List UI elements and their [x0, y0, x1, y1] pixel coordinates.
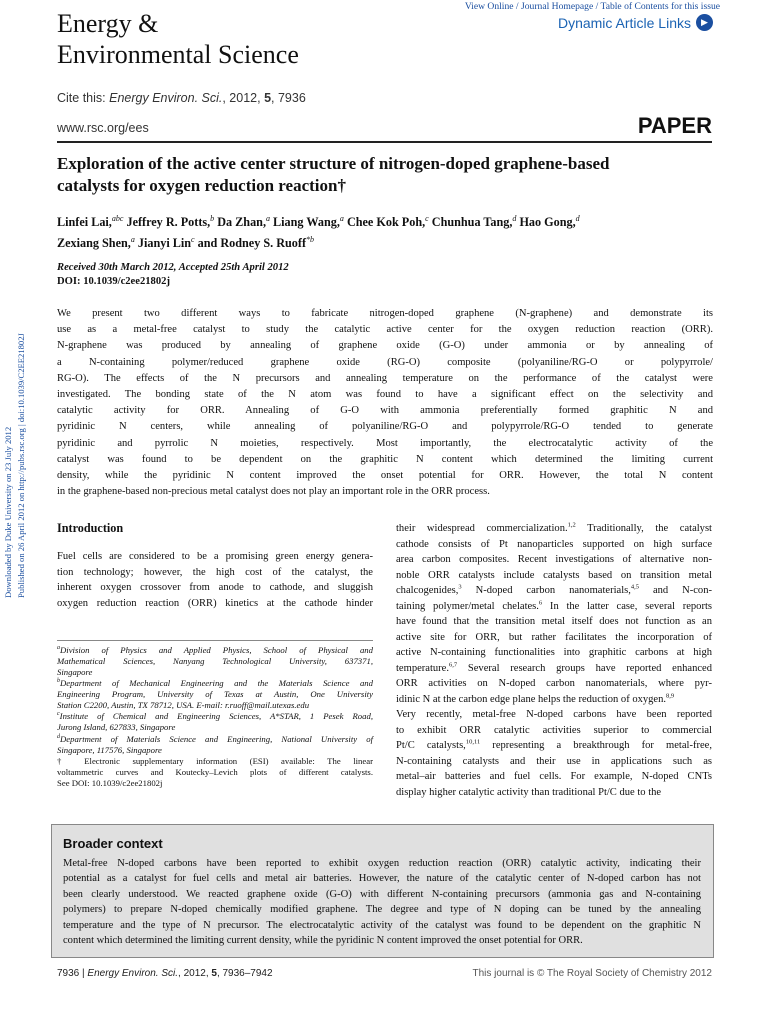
- article-title-line-1: Exploration of the active center structure of nitrogen-doped graphene-based: [57, 154, 610, 173]
- cite-volume: 5: [264, 91, 272, 105]
- body-text: active N-containing functionalities into graphitic carbons at high: [396, 647, 712, 658]
- journal-title: [57, 8, 299, 70]
- body-line: [396, 738, 712, 754]
- dynamic-article-links[interactable]: [558, 14, 713, 31]
- footnote-mark: b: [57, 678, 60, 685]
- author-line-1: [57, 210, 717, 231]
- footnote-line: [57, 645, 373, 656]
- body-line: [396, 630, 712, 646]
- article-title: [57, 153, 717, 197]
- footer-citation: [57, 968, 273, 979]
- footer-volume: 5: [211, 968, 217, 979]
- author-list: [57, 210, 717, 252]
- author-affiliation-mark: c: [425, 214, 429, 223]
- body-line: [396, 568, 712, 584]
- footnote-line: [57, 700, 373, 711]
- body-text: Very recently, metal-free N-doped carbons have been reported: [396, 709, 712, 720]
- body-text: Pt/C catalysts,: [396, 740, 466, 751]
- body-text: representing a breakthrough for metal-free,: [480, 740, 712, 751]
- author-name: Chunhua Tang,: [428, 215, 513, 230]
- nav-separator: /: [513, 1, 521, 12]
- body-text: area carbon composites. Recent investigations of alternative non-: [396, 554, 712, 565]
- cite-prefix: Cite this:: [57, 91, 110, 105]
- author-name: Liang Wang,: [270, 215, 340, 230]
- footnote-mark: c: [57, 711, 60, 718]
- body-text: and N-con-: [639, 585, 712, 596]
- footnote-line: [57, 711, 373, 722]
- cite-year: , 2012,: [222, 91, 265, 105]
- author-name: and Rodney S. Ruoff: [194, 236, 307, 251]
- broader-context-line: Metal-free N-doped carbons have been reported to exhibit oxygen reduction reaction (ORR) catalytic activity, indicating their: [63, 858, 701, 869]
- article-type-label: PAPER: [637, 113, 712, 138]
- article-title-line-2: catalysts for oxygen reduction reaction†: [57, 176, 346, 195]
- body-text: display higher catalytic activity than traditional Pt/C due to the: [396, 786, 662, 798]
- footnote-text: Jurong Island, 627833, Singapore: [57, 722, 176, 733]
- footnote-line: [57, 734, 373, 745]
- broader-context-line: content which determined the limiting current density, while the pyridinic N content improved the onset potential for ORR.: [63, 935, 583, 947]
- affiliation-footnote: [57, 734, 373, 756]
- body-text: idinic N at the carbon edge plane helps the reduction of oxygen.: [396, 693, 667, 705]
- broader-context-line: polymers) to prepare N-doped chemically modified graphene. The degree and type of N doping can be tuned by the annealing: [63, 904, 701, 916]
- journal-url[interactable]: www.rsc.org/ees: [57, 121, 149, 135]
- publication-note: Published on 26 April 2012 on http://pubs.rsc.org | doi:10.1039/C2EE21802J: [16, 333, 26, 598]
- footer-journal: Energy Environ. Sci.: [87, 968, 179, 979]
- body-line: [396, 676, 712, 692]
- citation-line: [57, 91, 306, 105]
- received-date: Received 30th March 2012, Accepted 25th April 2012: [57, 262, 289, 273]
- author-line-2: [57, 231, 717, 252]
- abstract-line: a N-containing polymer/reduced graphene oxide (RG-O) composite (polyaniline/RG-O or polypyrrole/: [57, 356, 713, 368]
- introduction-heading: Introduction: [57, 521, 124, 535]
- abstract-line: density, while the pyridinic N content improved the onset potential for ORR. However, the total N content: [57, 470, 713, 482]
- citation-ref: 3: [458, 583, 462, 591]
- body-line: [396, 521, 712, 537]
- footnote-text: Department of Mechanical Engineering and the Materials Science and: [60, 678, 373, 689]
- broader-context-title: Broader context: [63, 836, 163, 851]
- abstract-line: N-graphene was produced by annealing of graphene oxide (G-O) under ammonia or by annealing of: [57, 340, 713, 352]
- citation-ref: 4,5: [630, 583, 639, 591]
- author-name: Zexiang Shen,: [57, 236, 131, 251]
- body-line: [396, 645, 712, 661]
- citation-ref: 1,2: [567, 521, 576, 529]
- footnote-text: Division of Physics and Applied Physics, School of Physical and: [60, 644, 373, 655]
- abstract-line: in the graphene-based non-precious metal catalyst does not play an important role in the ORR process.: [57, 486, 490, 498]
- author-affiliation-mark: a: [339, 214, 344, 223]
- author-affiliation-mark: abc: [111, 214, 124, 223]
- abstract-line: RG-O). The effects of the N precursors and annealing temperature on the performance of the catalyst were: [57, 372, 713, 384]
- body-text: have found that the transition metal itself does not function as an: [396, 616, 712, 627]
- body-line: [396, 723, 712, 739]
- journal-title-line-2: Environmental Science: [57, 40, 299, 69]
- cite-page: , 7936: [271, 91, 306, 105]
- body-text: to exhibit ORR catalytic activities superior to commercial: [396, 724, 712, 736]
- affiliation-footnote: [57, 645, 373, 678]
- broader-context-line: been clearly understood. We reacted graphene oxide (G-O) with different N-containing precursors (ammonia gas and N-containing: [63, 888, 701, 900]
- footer-pages: , 7936–7942: [216, 968, 273, 979]
- footnote-text: Engineering Program, University of Texas at Austin, One University: [57, 689, 373, 700]
- body-line: [396, 583, 712, 599]
- body-text: Traditionally, the catalyst: [575, 523, 712, 534]
- body-text: taining polymer/metal chelates.: [396, 600, 539, 612]
- footnote-text: Mathematical Sciences, Nanyang Technological University, 637371,: [57, 655, 373, 666]
- body-text: Several research groups have reported enhanced: [457, 662, 712, 674]
- citation-ref: 10,11: [465, 738, 481, 746]
- download-note: Downloaded by Duke University on 23 July 2012: [3, 426, 13, 598]
- body-line: [396, 599, 712, 615]
- footnote-text: Department of Materials Science and Engineering, National University of: [60, 733, 373, 744]
- cite-journal: Energy Environ. Sci.: [109, 91, 223, 105]
- body-line: [396, 661, 712, 677]
- body-line: [396, 614, 712, 630]
- affiliation-footnote: [57, 711, 373, 733]
- page-number: 7936: [57, 968, 80, 979]
- body-text: temperature.: [396, 662, 449, 674]
- footnote-line: [57, 745, 373, 756]
- abstract-line: We present two different ways to fabricate nitrogen-doped graphene (N-graphene) and demonstrate its: [57, 308, 713, 319]
- citation-ref: 8,9: [666, 691, 675, 699]
- broader-context-box: [51, 824, 714, 958]
- body-text: noble ORR catalysts include catalysts based on transition metal: [396, 569, 712, 581]
- esi-line: See DOI: 10.1039/c2ee21802j: [57, 777, 163, 788]
- author-affiliation-mark: *b: [306, 235, 315, 245]
- author-affiliation-mark: b: [210, 214, 215, 223]
- author-name: Jianyi Lin: [134, 236, 192, 251]
- abstract-line: investigated. The bonding state of the N atom was found to have a significant effect on the selectivity and: [57, 389, 713, 401]
- footnote-line: [57, 722, 373, 733]
- author-name: Jeffrey R. Potts,: [123, 215, 211, 230]
- nav-separator: /: [593, 1, 601, 12]
- author-affiliation-mark: d: [512, 214, 517, 223]
- footnote-line: [57, 689, 373, 700]
- body-text: their widespread commercialization.: [396, 523, 568, 534]
- footnote-text: Singapore, 117576, Singapore: [57, 744, 162, 755]
- affiliation-footnote: [57, 678, 373, 711]
- citation-ref: 6: [538, 598, 543, 606]
- footnote-text: Institute of Chemical and Engineering Sciences, A*STAR, 1 Pesek Road,: [59, 711, 373, 722]
- body-line: [396, 707, 712, 723]
- abstract-line: pyridinic N centers, while annealing of polyaniline/RG-O and polypyrrole/RG-O tended to generate: [57, 421, 713, 433]
- article-history: [57, 261, 289, 289]
- journal-title-line-1: Energy &: [57, 9, 159, 38]
- abstract-line: catalytic activity for ORR. Annealing of G-O with ammonia preferentially formed graphitic N and: [57, 405, 713, 417]
- footnote-line: [57, 678, 373, 689]
- body-line: [396, 769, 712, 785]
- body-text: cathode consists of Pt nanoparticles supported on high surface: [396, 538, 712, 550]
- footnote-rule: [57, 640, 373, 641]
- abstract-line: catalyst was found to be dependent on the graphitic N content which determined the limiting current: [57, 453, 713, 465]
- body-line: [396, 754, 712, 770]
- body-text: metal–air batteries and fuel cells. For example, N-doped CNTs: [396, 771, 712, 782]
- abstract-line: use as a metal-free catalyst to study the catalytic active center for the oxygen reduction reaction (ORR).: [57, 324, 713, 336]
- doi: DOI: 10.1039/c2ee21802j: [57, 276, 170, 287]
- page-footer: [57, 968, 712, 979]
- body-line: [396, 552, 712, 568]
- broader-context-line: temperature and the type of N precursor. The electrocatalytic activity of the catalyst was found to be dependent on the graphitic N: [63, 919, 701, 931]
- body-line: [396, 692, 712, 708]
- introduction-paragraph: [57, 549, 373, 611]
- author-affiliation-mark: a: [266, 214, 270, 223]
- top-navigation: [465, 1, 720, 12]
- broader-context-text: [63, 856, 701, 948]
- left-column: [57, 521, 373, 789]
- esi-note: [57, 756, 373, 789]
- footnote-text: Station C2200, Austin, TX 78712, USA. E-mail: r.ruoff@mail.utexas.edu: [57, 700, 310, 711]
- body-text: ORR activities on N-doped carbon nanomaterials, where pyr-: [396, 678, 712, 689]
- header-rule: [57, 141, 712, 143]
- esi-line: † Electronic supplementary information (ESI) available: The linear: [57, 755, 373, 766]
- view-online-link[interactable]: View Online: [464, 1, 514, 12]
- citation-ref: 6,7: [449, 660, 458, 668]
- author-affiliation-mark: c: [191, 235, 195, 245]
- body-text: In the latter case, several reports: [542, 600, 713, 612]
- footnote-line: [57, 656, 373, 667]
- affiliations: [57, 645, 373, 756]
- dynamic-links-label[interactable]: Dynamic Article Links: [557, 14, 691, 31]
- body-text: chalcogenides,: [396, 585, 459, 596]
- footer-copyright: This journal is © The Royal Society of Chemistry 2012: [472, 968, 712, 979]
- body-text: active site for ORR, but rather facilitates the incorporation of: [396, 631, 712, 643]
- introduction-continued: [396, 521, 712, 800]
- author-name: Da Zhan,: [214, 215, 266, 230]
- footnote-mark: d: [57, 733, 60, 740]
- footer-year: , 2012,: [178, 968, 212, 979]
- broader-context-line: potential as a catalyst for fuel cells and metal air batteries. However, the nature of the catalytic center of N-doped carbon has not: [63, 873, 701, 885]
- esi-line: voltammetric curves and Koutecky–Levich plots of different catalysts.: [57, 766, 373, 777]
- author-affiliation-mark: a: [130, 235, 135, 245]
- body-line: oxygen reduction reaction (ORR) kinetics at the cathode hinder: [57, 597, 373, 609]
- abstract: [57, 306, 713, 500]
- body-line: [396, 785, 712, 801]
- author-name: Linfei Lai,: [57, 215, 112, 230]
- journal-homepage-link[interactable]: Journal Homepage: [521, 1, 594, 12]
- footnote-text: Singapore: [57, 666, 93, 677]
- toc-link[interactable]: Table of Contents for this issue: [600, 1, 720, 12]
- footer-separator: |: [79, 968, 88, 979]
- play-arrow-icon[interactable]: ▶: [696, 14, 713, 31]
- right-column: [396, 521, 712, 800]
- abstract-line: pyridinic and pyrrolic N moieties, respectively. Most importantly, the electrocatalytic activity of the: [57, 437, 713, 449]
- footnote-mark: a: [57, 644, 60, 651]
- footnote-line: [57, 667, 373, 678]
- body-line: tion technology; however, the high cost of the catalyst, the: [57, 566, 373, 578]
- body-line: [396, 537, 712, 553]
- body-text: N-doped carbon nanomaterials,: [461, 585, 631, 596]
- author-name: Hao Gong,: [516, 215, 576, 230]
- body-line: Fuel cells are considered to be a promising green energy genera-: [57, 551, 373, 562]
- author-affiliation-mark: d: [575, 214, 580, 223]
- body-line: inherent oxygen crossover from anode to cathode, and sluggish: [57, 582, 373, 593]
- body-text: N-containing catalysts and their use in applications such as: [396, 755, 712, 767]
- author-name: Chee Kok Poh,: [343, 215, 426, 230]
